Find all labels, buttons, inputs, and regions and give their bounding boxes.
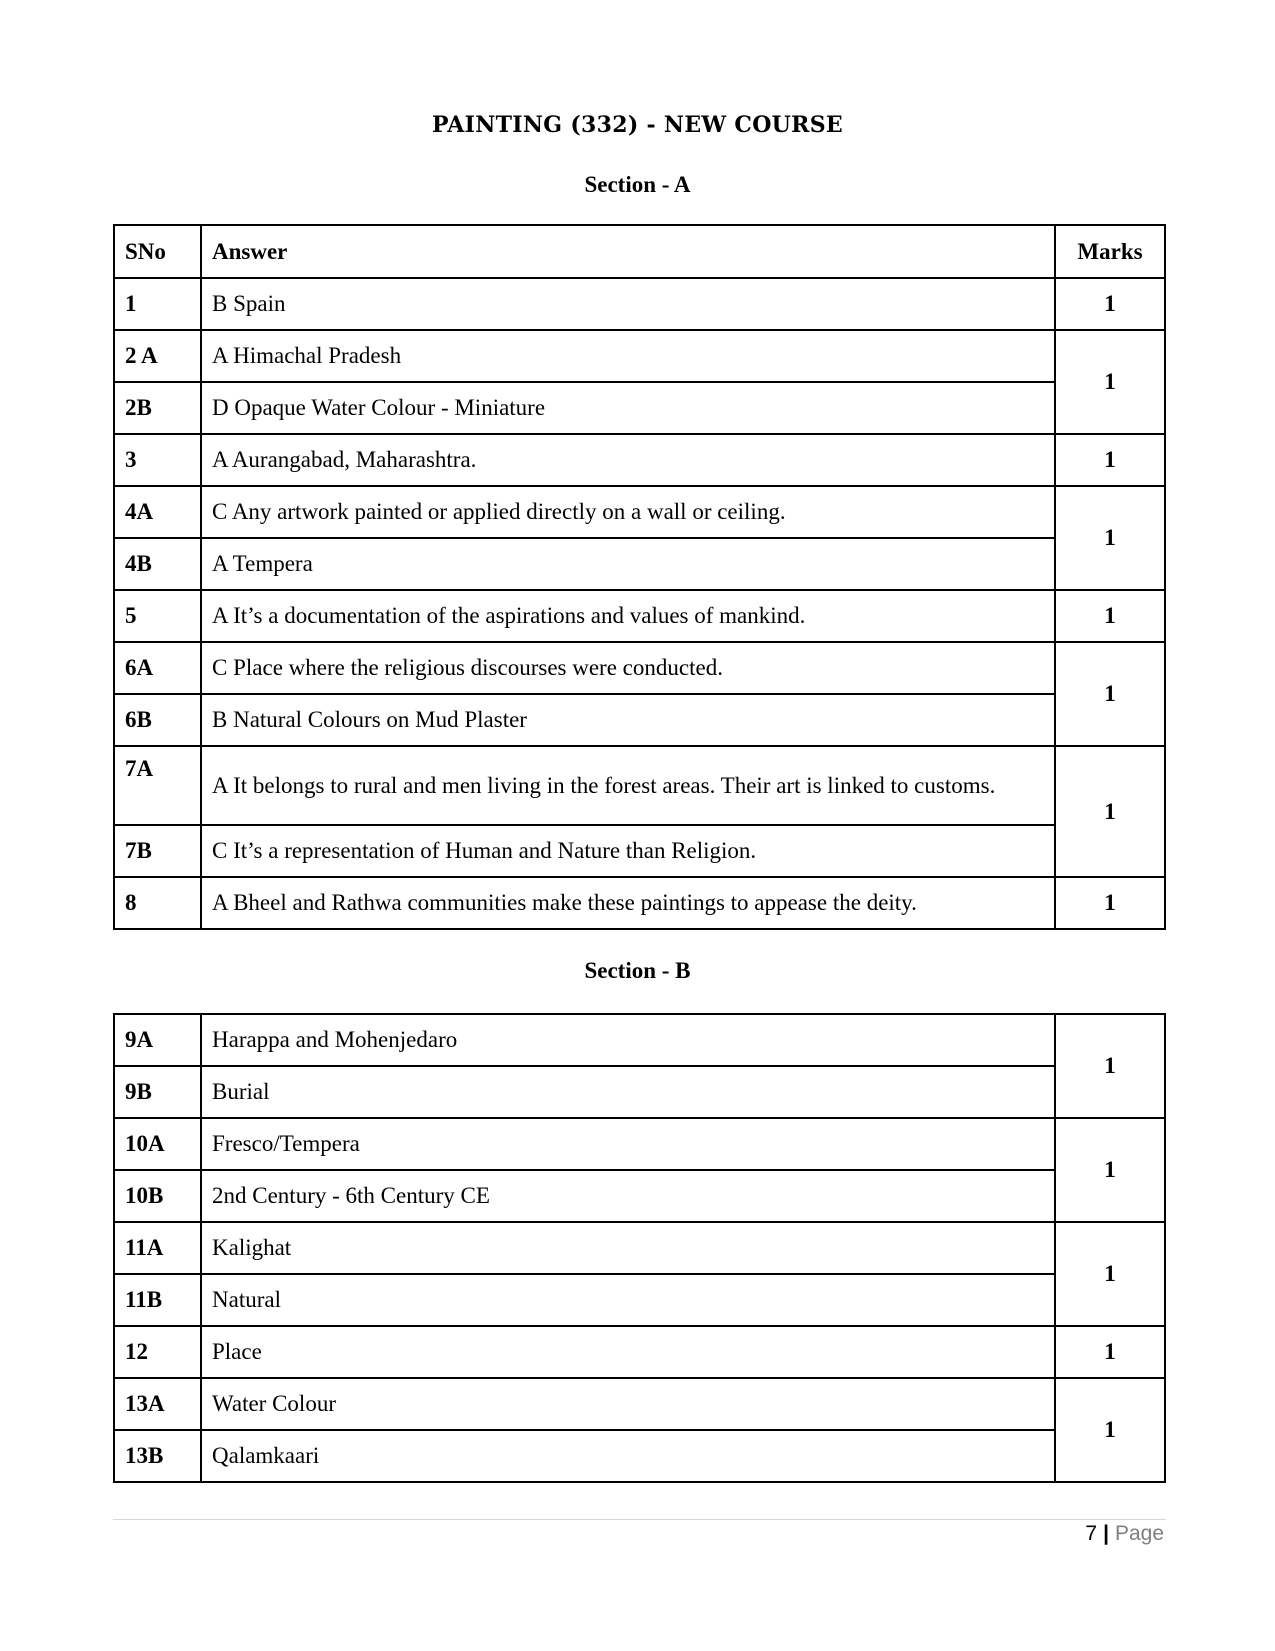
table-row [114,1118,1165,1170]
sno-cell: 5 [114,590,201,642]
sno-cell: 9A [114,1014,201,1066]
table-row [114,746,1165,825]
answer-cell: Place [201,1326,1055,1378]
sno-cell: 3 [114,434,201,486]
page-label: Page [1114,1522,1164,1545]
answer-cell: Water Colour [201,1378,1055,1430]
table-row [114,642,1165,694]
answer-cell: C Place where the religious discourses were conducted. [201,642,1055,694]
table-row [114,486,1165,538]
marks-cell: 1 [1055,746,1165,877]
sno-cell: 6B [114,694,201,746]
table-row [114,590,1165,642]
answer-cell: Qalamkaari [201,1430,1055,1482]
answer-header: Answer [201,225,1055,278]
table-row [114,434,1165,486]
sno-cell: 6A [114,642,201,694]
answer-cell: Fresco/Tempera [201,1118,1055,1170]
table-row [114,1378,1165,1430]
marks-cell: 1 [1055,1014,1165,1118]
table-row [114,694,1165,746]
answer-cell: D Opaque Water Colour - Miniature [201,382,1055,434]
marks-cell: 1 [1055,1118,1165,1222]
marks-cell: 1 [1055,590,1165,642]
marks-cell: 1 [1055,1326,1165,1378]
table-row [114,1014,1165,1066]
page-title: PAINTING (332) - NEW COURSE [432,112,843,138]
marks-cell: 1 [1055,877,1165,929]
footer-separator: | [1103,1522,1109,1545]
answer-cell: A Himachal Pradesh [201,330,1055,382]
marks-cell: 1 [1055,486,1165,590]
sno-cell: 8 [114,877,201,929]
section-b-table [113,1013,1166,1483]
marks-cell: 1 [1055,330,1165,434]
answer-cell: 2nd Century - 6th Century CE [201,1170,1055,1222]
answer-cell: B Natural Colours on Mud Plaster [201,694,1055,746]
table-row [114,1274,1165,1326]
marks-cell: 1 [1055,278,1165,330]
table-row [114,278,1165,330]
sno-cell: 7B [114,825,201,877]
marks-cell: 1 [1055,1378,1165,1482]
table-row [114,1222,1165,1274]
marks-cell: 1 [1055,642,1165,746]
answer-cell: A It belongs to rural and men living in the forest areas. Their art is linked to customs. [201,746,1055,825]
footer-divider [113,1519,1166,1520]
sno-cell: 2B [114,382,201,434]
sno-cell: 11A [114,1222,201,1274]
sno-cell: 13A [114,1378,201,1430]
answer-cell: C Any artwork painted or applied directly on a wall or ceiling. [201,486,1055,538]
section-a-heading: Section - A [584,172,691,197]
sno-cell: 4B [114,538,201,590]
answer-cell: Burial [201,1066,1055,1118]
answer-cell: C It’s a representation of Human and Nature than Religion. [201,825,1055,877]
page-number: 7 [1085,1522,1098,1545]
table-row [114,1170,1165,1222]
table-row [114,1066,1165,1118]
marks-header: Marks [1055,225,1165,278]
answer-cell: Kalighat [201,1222,1055,1274]
table-row [114,330,1165,382]
page-footer [1085,1522,1164,1546]
marks-cell: 1 [1055,1222,1165,1326]
sno-cell: 2 A [114,330,201,382]
answer-cell: A Aurangabad, Maharashtra. [201,434,1055,486]
answer-cell: Harappa and Mohenjedaro [201,1014,1055,1066]
sno-cell: 10B [114,1170,201,1222]
table-row [114,382,1165,434]
sno-cell: 12 [114,1326,201,1378]
section-a-table [113,224,1166,930]
sno-cell: 1 [114,278,201,330]
table-row [114,877,1165,929]
table-header-row [114,225,1165,278]
answer-cell: A It’s a documentation of the aspirations and values of mankind. [201,590,1055,642]
sno-cell: 9B [114,1066,201,1118]
sno-cell: 11B [114,1274,201,1326]
answer-cell: B Spain [201,278,1055,330]
sno-cell: 7A [114,746,201,825]
sno-cell: 10A [114,1118,201,1170]
table-row [114,1430,1165,1482]
table-row [114,538,1165,590]
sno-cell: 13B [114,1430,201,1482]
answer-cell: Natural [201,1274,1055,1326]
sno-header: SNo [114,225,201,278]
table-row [114,825,1165,877]
table-row [114,1326,1165,1378]
marks-cell: 1 [1055,434,1165,486]
answer-cell: A Bheel and Rathwa communities make these paintings to appease the deity. [201,877,1055,929]
section-b-heading: Section - B [584,958,691,983]
sno-cell: 4A [114,486,201,538]
answer-cell: A Tempera [201,538,1055,590]
